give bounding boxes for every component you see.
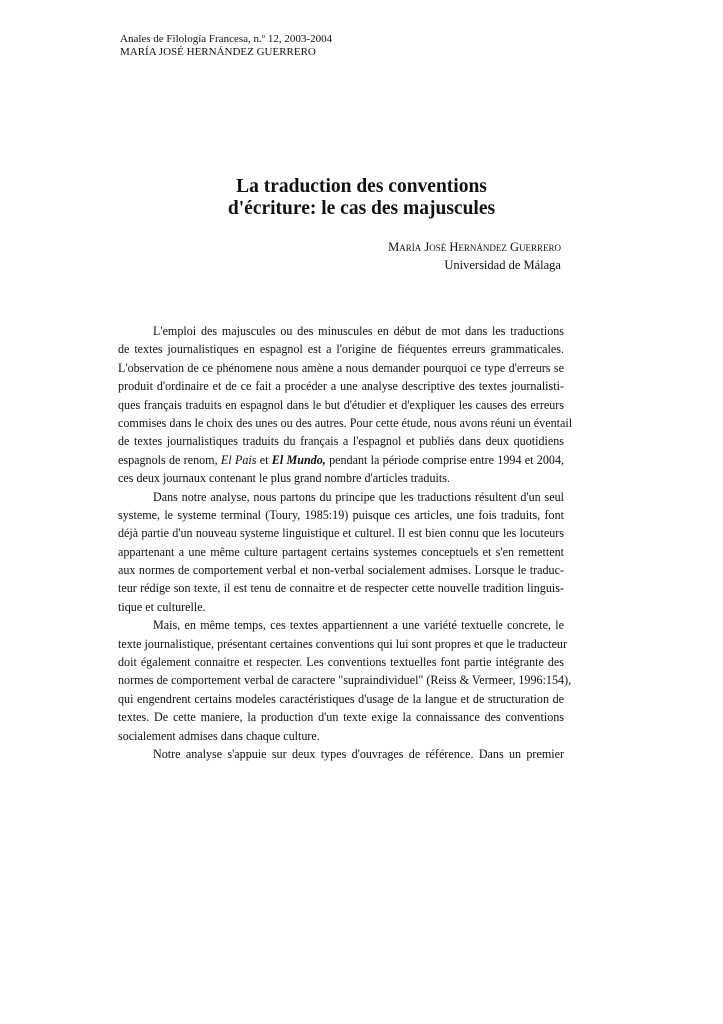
title-line-2: d'écriture: le cas des majuscules — [227, 198, 496, 219]
body-text — [118, 322, 573, 763]
running-head-author: MARÍA JOSÉ HERNÁNDEZ GUERRERO — [120, 46, 316, 58]
body-line: de textes journalistiques traduits du français a l'espagnol et publiés dans deux quotidiens — [118, 434, 564, 449]
body-line: espagnols de renom, El Pais et El Mundo, pendant la période comprise entre 1994 et 2004, — [118, 452, 565, 467]
journal-citation: Anales de Filología Francesa, n.º 12, 2003-2004 — [120, 33, 333, 45]
body-line: systeme, le systeme terminal (Toury, 1985:19) puisque ces articles, une fois traduits, font — [118, 507, 564, 522]
body-line: normes de comportement verbal de caractere "supraindividuel" (Reiss & Vermeer, 1996:154), — [118, 673, 572, 688]
body-line: textes. De cette maniere, la production d'un texte exige la connaissance des conventions — [118, 710, 564, 725]
body-line: L'emploi des majuscules ou des minuscules en début de mot dans les traductions — [153, 324, 564, 338]
body-line: appartenant a une même culture partagent certains systemes conceptuels et s'en remettent — [118, 544, 564, 559]
body-line: socialement admises dans chaque culture. — [118, 728, 320, 743]
body-line: Dans notre analyse, nous partons du principe que les traductions résultent d'un seul — [153, 489, 564, 504]
body-line: produit d'ordinaire et de ce fait a procéder a une analyse descriptive des textes journalisti- — [118, 379, 564, 394]
title-line-1: La traduction des conventions — [236, 176, 487, 197]
author-name: María José Hernández Guerrero — [388, 240, 561, 254]
author-affiliation: Universidad de Málaga — [444, 258, 561, 272]
body-line: L'observation de ce phénomene nous amène a nous demander pourquoi ce type d'erreurs se — [118, 360, 564, 375]
newspaper-name: El Pais — [220, 452, 257, 467]
body-line: texte journalistique, présentant certaines conventions qui lui sont propres et que le traducteur — [118, 636, 568, 651]
body-line: aux normes de comportement verbal et non-verbal socialement admises. Lorsque le traduc- — [118, 563, 564, 578]
body-line: déjà partie d'un nouveau systeme linguistique et culturel. Il est bien connu que les locuteurs — [118, 526, 564, 541]
newspaper-name: El Mundo, — [271, 452, 326, 467]
body-line: qui engendrent certains modeles caractéristiques d'usage de la langue et de structuration de — [118, 691, 564, 706]
running-head — [120, 33, 332, 59]
body-line: teur rédige son texte, il est tenu de connaitre et de respecter cette nouvelle tradition linguis- — [118, 581, 564, 596]
author-block — [388, 238, 561, 274]
body-line: Mais, en même temps, ces textes appartiennent a une variété textuelle concrete, le — [153, 618, 564, 633]
body-line: de textes journalistiques en espagnol est a l'origine de fiéquentes erreurs grammaticales. — [118, 342, 564, 357]
article-title — [0, 176, 723, 220]
body-line: doit également connaitre et respecter. Les conventions textuelles font partie intégrante des — [118, 655, 564, 670]
body-line: Notre analyse s'appuie sur deux types d'ouvrages de référence. Dans un premier — [153, 746, 564, 761]
body-line: ces deux journaux contenant le plus grand nombre d'articles traduits. — [118, 471, 450, 486]
body-line: ques français traduits en espagnol dans le but d'étudier et d'expliquer les causes des erreurs — [118, 397, 564, 412]
body-line: tique et culturelle. — [118, 599, 206, 614]
body-line: commises dans le choix des unes ou des autres. Pour cette étude, nous avons réuni un éventail — [118, 415, 573, 430]
